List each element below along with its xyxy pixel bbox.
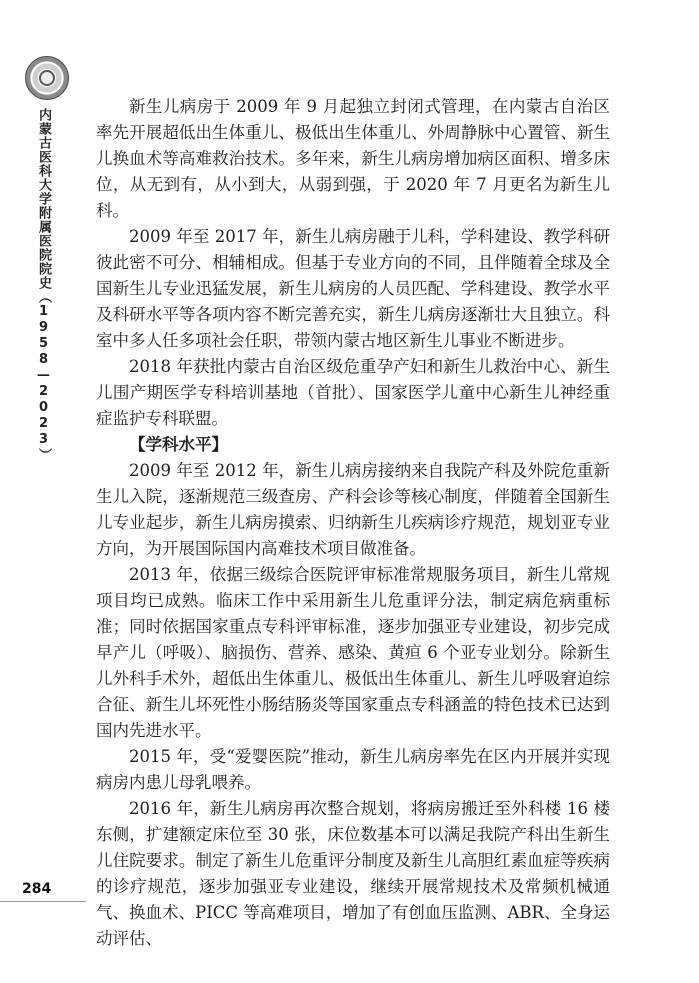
paragraph-2013: 2013 年，依据三级综合医院评审标准常规服务项目，新生儿常规项目均已成熟。临床工作中采用新生儿危重评分法，制定病危病重标准；同时依据国家重点专科评审标准，逐步加强亚专业建设，初步完成早产儿（呼吸）、脑损伤、营养、感染、黄疸 6 个亚专业划分。除新生儿外科手术外，超低出生体重儿、极低出生体重儿、新生儿呼吸窘迫综合征、新生儿坏死性小肠结肠炎等国家重点专科涵盖的特色技术已达到国内先进水平。 <box>96 565 610 740</box>
paragraph-2016: 2016 年，新生儿病房再次整合规划，将病房搬迁至外科楼 16 楼东侧，扩建额定床位至 30 张，床位数基本可以满足我院产科出生新生儿住院要求。制定了新生儿危重评分制度及新生儿高胆红素血症等疾病的诊疗规范，逐步加强亚专业建设，继续开展常规技术及常频机械通气、换血术、PICC 等高难项目，增加了有创血压监测、ABR、全身运动评估、 <box>96 799 610 948</box>
paragraph-2018: 2018 年获批内蒙古自治区级危重孕产妇和新生儿救治中心、新生儿围产期医学专科培训基地（首批）、国家医学儿童中心新生儿神经重症监护专科联盟。 <box>96 357 610 428</box>
hospital-seal-icon <box>25 56 69 100</box>
page-number-rule <box>0 901 86 902</box>
main-text <box>96 94 610 952</box>
page-number: 284 <box>22 881 52 897</box>
paragraph-2015: 2015 年，受“爱婴医院”推动，新生儿病房率先在区内开展并实现病房内患儿母乳喂养。 <box>96 747 610 792</box>
paragraph-independent-management: 新生儿病房于 2009 年 9 月起独立封闭式管理，在内蒙古自治区率先开展超低出生体重儿、极低出生体重儿、外周静脉中心置管、新生儿换血术等高难救治技术。多年来，新生儿病房增加病区面积、增多床位，从无到有，从小到大，从弱到强，于 2020 年 7 月更名为新生儿科。 <box>96 97 610 220</box>
paragraph-2009-2012: 2009 年至 2012 年，新生儿病房接纳来自我院产科及外院危重新生儿入院，逐渐规范三级查房、产科会诊等核心制度，伴随着全国新生儿专业起步，新生儿病房摸索、归纳新生儿疾病诊疗规范，规划亚专业方向，为开展国际国内高难技术项目做准备。 <box>96 461 610 558</box>
paragraph-2009-2017: 2009 年至 2017 年，新生儿病房融于儿科，学科建设、教学科研彼此密不可分、相辅相成。但基于专业方向的不同，且伴随着全球及全国新生儿专业迅猛发展，新生儿病房的人员匹配、学科建设、教学水平及科研水平等各项内容不断完善充实，新生儿病房逐渐壮大且独立。科室中多人任多项社会任职，带领内蒙古地区新生儿事业不断进步。 <box>96 227 610 350</box>
section-heading: 【学科水平】 <box>129 435 228 454</box>
book-title: 内蒙古医科大学附属医院院史（1958—2023） <box>36 108 51 462</box>
